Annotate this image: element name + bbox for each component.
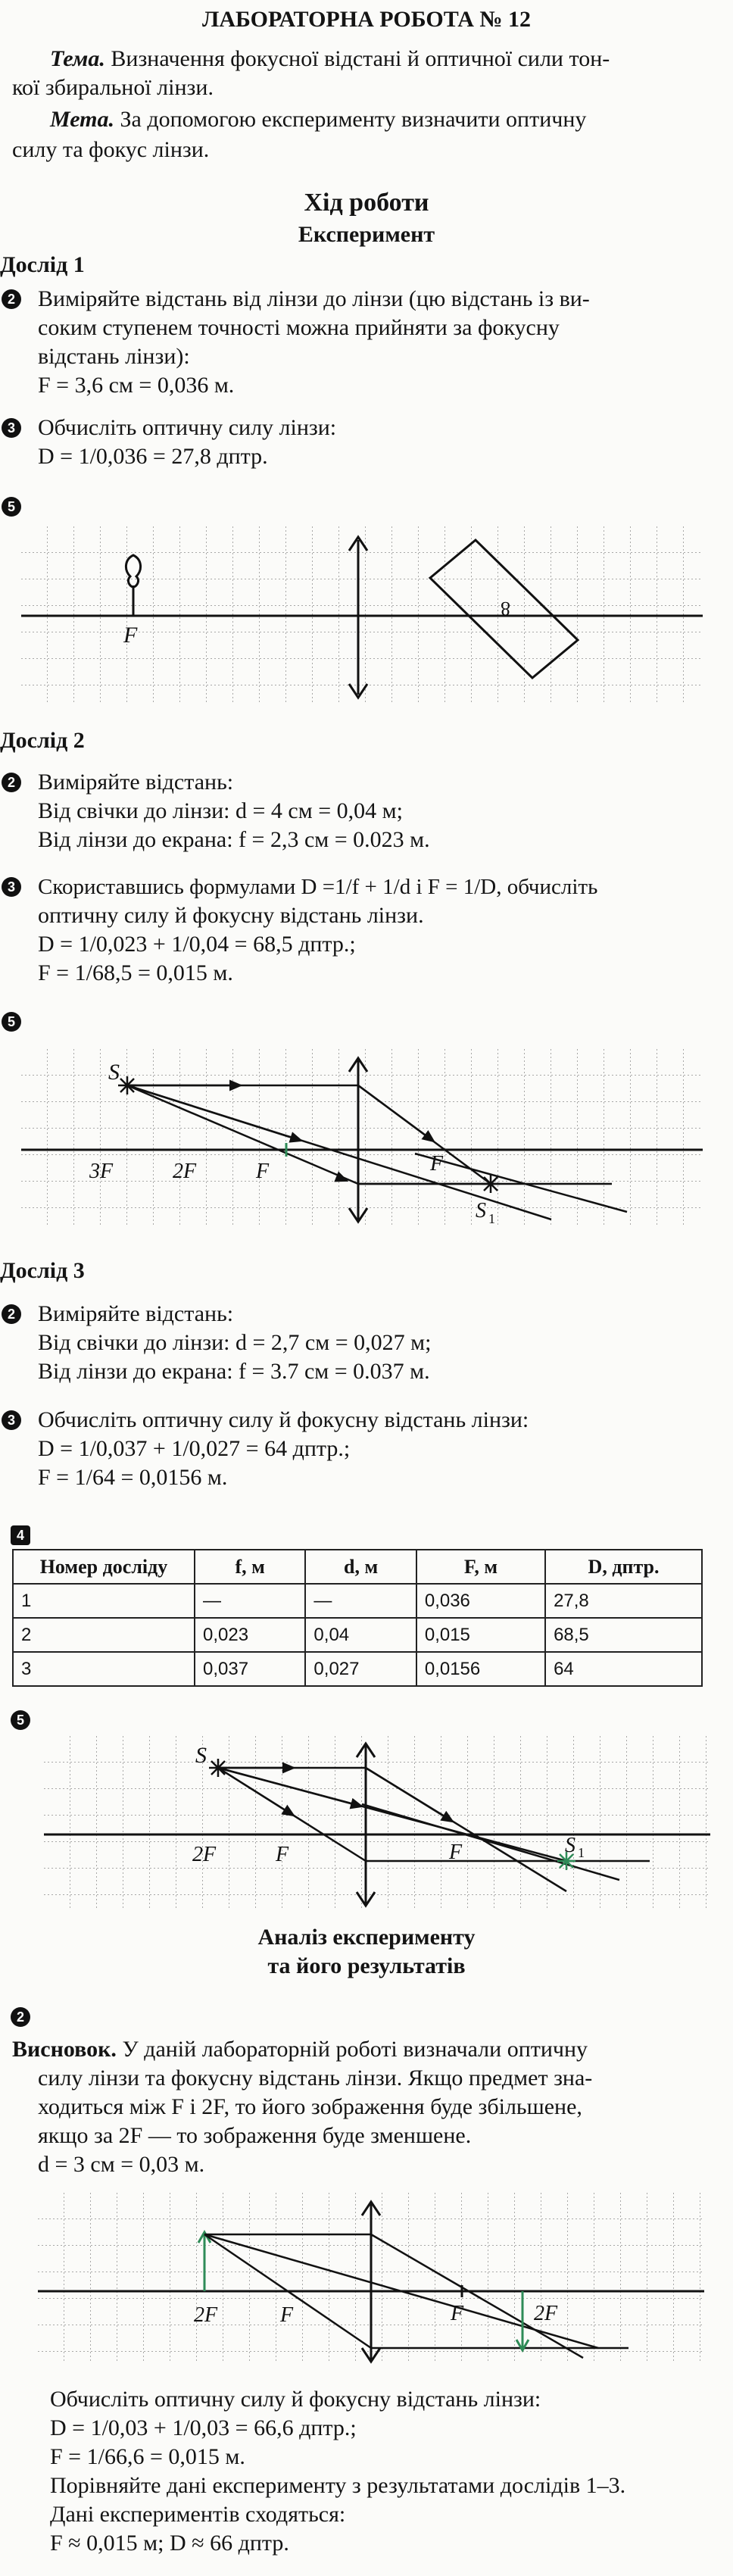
- section-title: Хід роботи: [304, 189, 429, 217]
- exp2-image-star: [482, 1175, 500, 1193]
- svg-text:8: 8: [501, 598, 510, 620]
- conclusion-d-line: d = 3 см = 0,03 м.: [38, 2152, 205, 2177]
- table-cell: 2: [13, 1618, 195, 1652]
- exp2-label-S: S: [108, 1060, 120, 1085]
- analysis-label-F-left: F: [280, 2303, 294, 2327]
- table-header-cell: d, м: [305, 1550, 416, 1584]
- exp1-step3-line1: Обчисліть оптичну силу лінзи:: [38, 415, 337, 440]
- table-cell: 0,037: [195, 1652, 305, 1686]
- theme-label: Тема.: [50, 46, 105, 71]
- final-line-1: Обчисліть оптичну силу й фокусну відстань лінзи:: [50, 2387, 541, 2412]
- theme-line-2: кої збиральної лінзи.: [12, 75, 214, 100]
- conclusion-line-2: силу лінзи та фокусну відстань лінзи. Якщо предмет зна-: [38, 2065, 593, 2090]
- table-header-cell: f, м: [195, 1550, 305, 1584]
- table-cell: 0,0156: [416, 1652, 545, 1686]
- exp2-source-star: [118, 1076, 136, 1094]
- table-cell: 64: [545, 1652, 702, 1686]
- page-title: ЛАБОРАТОРНА РОБОТА № 12: [201, 7, 532, 32]
- table-cell: 0,023: [195, 1618, 305, 1652]
- final-line-3: F = 1/66,6 = 0,015 м.: [50, 2444, 245, 2469]
- final-line-6: F ≈ 0,015 м; D ≈ 66 дптр.: [50, 2531, 289, 2556]
- analysis-title-1: Аналіз експерименту: [257, 1925, 476, 1950]
- exp3-step3-line2: D = 1/0,037 + 1/0,027 = 64 дптр.;: [38, 1436, 351, 1461]
- exp1-step3-marker: 3: [2, 418, 21, 438]
- exp3-label-F-left: F: [276, 1843, 289, 1866]
- table-marker: 4: [11, 1525, 30, 1545]
- exp2-step5-marker: 5: [2, 1012, 21, 1032]
- table-cell: 0,027: [305, 1652, 416, 1686]
- exp2-label-S1: S: [476, 1199, 486, 1222]
- exp1-step3-line2: D = 1/0,036 = 27,8 дптр.: [38, 444, 268, 469]
- conclusion-label: Висновок.: [12, 2037, 117, 2062]
- table-header-cell: F, м: [416, 1550, 545, 1584]
- results-table: [12, 1549, 703, 1687]
- exp1-step2-line4: F = 3,6 см = 0,036 м.: [38, 373, 235, 398]
- exp3-label-2F: 2F: [192, 1843, 217, 1866]
- exp2-step2-line3: Від лінзи до екрана: f = 2,3 см = 0.023 м.: [38, 827, 430, 852]
- exp3-step2-line3: Від лінзи до екрана: f = 3.7 см = 0.037 м.: [38, 1359, 430, 1384]
- exp3-source-star: [209, 1759, 227, 1777]
- section-subtitle: Експеримент: [298, 222, 435, 247]
- theme-text-1: Визначення фокусної відстані й оптичної сили тон-: [111, 46, 610, 71]
- exp3-grid: [44, 1736, 710, 1910]
- exp2-label-S1-sub: 1: [488, 1211, 495, 1226]
- exp2-step3-line2: оптичну силу й фокусну відстань лінзи.: [38, 903, 424, 928]
- exp2-label-F-right: F: [430, 1152, 444, 1176]
- exp3-step3-line3: F = 1/64 = 0,0156 м.: [38, 1465, 228, 1490]
- final-line-5: Дані експериментів сходяться:: [50, 2502, 346, 2527]
- table-cell: 27,8: [545, 1584, 702, 1618]
- table-header-cell: D, дптр.: [545, 1550, 702, 1584]
- final-line-2: D = 1/0,03 + 1/0,03 = 66,6 дптр.;: [50, 2415, 357, 2440]
- analysis-ray-figure: [30, 2193, 712, 2363]
- exp1-step5-marker: 5: [2, 497, 21, 517]
- exp1-step2-line3: відстань лінзи):: [38, 344, 190, 369]
- exp2-step2-line2: Від свічки до лінзи: d = 4 см = 0,04 м;: [38, 798, 403, 823]
- exp2-step2-line1: Виміряйте відстань:: [38, 770, 234, 795]
- final-line-4: Порівняйте дані експерименту з результатами дослідів 1–3.: [50, 2473, 626, 2498]
- table-cell: 0,015: [416, 1618, 545, 1652]
- exp3-label-S1-sub: 1: [578, 1845, 585, 1860]
- exp3-label-S1: S: [565, 1834, 575, 1857]
- exp3-step2-line1: Виміряйте відстань:: [38, 1301, 234, 1326]
- exp1-label-F: F: [123, 623, 138, 648]
- exp2-ray-figure: [21, 1049, 703, 1227]
- table-cell: 0,036: [416, 1584, 545, 1618]
- table-cell: 1: [13, 1584, 195, 1618]
- goal-line-1: [50, 106, 586, 133]
- exp2-grid: [21, 1049, 703, 1227]
- exp2-title: Дослід 2: [0, 728, 85, 753]
- exp2-label-2F: 2F: [173, 1160, 197, 1183]
- goal-line-2: силу та фокус лінзи.: [12, 137, 210, 162]
- theme-line-1: [50, 45, 610, 73]
- exp1-step2-line2: соким ступенем точності можна прийняти за фокусну: [38, 315, 560, 340]
- exp2-step3-marker: 3: [2, 877, 21, 897]
- analysis-title-2: та його результатів: [267, 1953, 466, 1978]
- exp3-label-S: S: [195, 1743, 207, 1768]
- table-row: [13, 1584, 702, 1618]
- analysis-label-2F-left: 2F: [194, 2303, 218, 2327]
- exp3-step3-marker: 3: [2, 1410, 21, 1430]
- analysis-marker: 2: [11, 2007, 30, 2027]
- exp2-step3-line1: Скориставшись формулами D =1/f + 1/d і F = 1/D, обчисліть: [38, 875, 598, 899]
- exp3-ray-figure: [36, 1736, 718, 1910]
- goal-label: Мета.: [50, 107, 115, 132]
- analysis-label-F-right: F: [451, 2302, 464, 2325]
- exp2-label-3F: 3F: [89, 1160, 114, 1183]
- table-row: [13, 1618, 702, 1652]
- table-cell: 3: [13, 1652, 195, 1686]
- table-cell: 68,5: [545, 1618, 702, 1652]
- exp2-step3-line3: D = 1/0,023 + 1/0,04 = 68,5 дптр.;: [38, 932, 356, 957]
- conclusion-text-1: У даній лабораторній роботі визначали оптичну: [122, 2037, 588, 2062]
- conclusion-line-3: ходиться між F і 2F, то його зображення буде збільшене,: [38, 2094, 582, 2119]
- exp1-title: Дослід 1: [0, 252, 85, 277]
- exp1-step2-marker: 2: [2, 289, 21, 309]
- analysis-label-2F-right: 2F: [534, 2302, 558, 2325]
- exp2-step3-line4: F = 1/68,5 = 0,015 м.: [38, 960, 233, 985]
- table-row: [13, 1652, 702, 1686]
- exp3-step2-marker: 2: [2, 1304, 21, 1324]
- exp1-step2-line1: Виміряйте відстань від лінзи до лінзи (цю відстань із ви-: [38, 286, 590, 311]
- exp2-step2-marker: 2: [2, 773, 21, 792]
- goal-text-1: За допомогою експерименту визначити оптичну: [120, 107, 587, 132]
- exp3-title: Дослід 3: [0, 1258, 85, 1283]
- table-header-cell: Номер досліду: [13, 1550, 195, 1584]
- exp2-label-F-left: F: [256, 1160, 270, 1183]
- exp1-lens-figure: [21, 526, 703, 704]
- table-header-row: [13, 1550, 702, 1584]
- fig3-marker: 5: [11, 1710, 30, 1730]
- conclusion-line-4: якщо за 2F — то зображення буде зменшене.: [38, 2123, 472, 2148]
- table-cell: 0,04: [305, 1618, 416, 1652]
- exp3-label-F-right: F: [449, 1841, 463, 1864]
- exp3-step3-line1: Обчисліть оптичну силу й фокусну відстань лінзи:: [38, 1407, 529, 1432]
- exp3-step2-line2: Від свічки до лінзи: d = 2,7 см = 0,027 м;: [38, 1330, 432, 1355]
- conclusion-line-1: [12, 2036, 588, 2063]
- table-cell: —: [305, 1584, 416, 1618]
- table-cell: —: [195, 1584, 305, 1618]
